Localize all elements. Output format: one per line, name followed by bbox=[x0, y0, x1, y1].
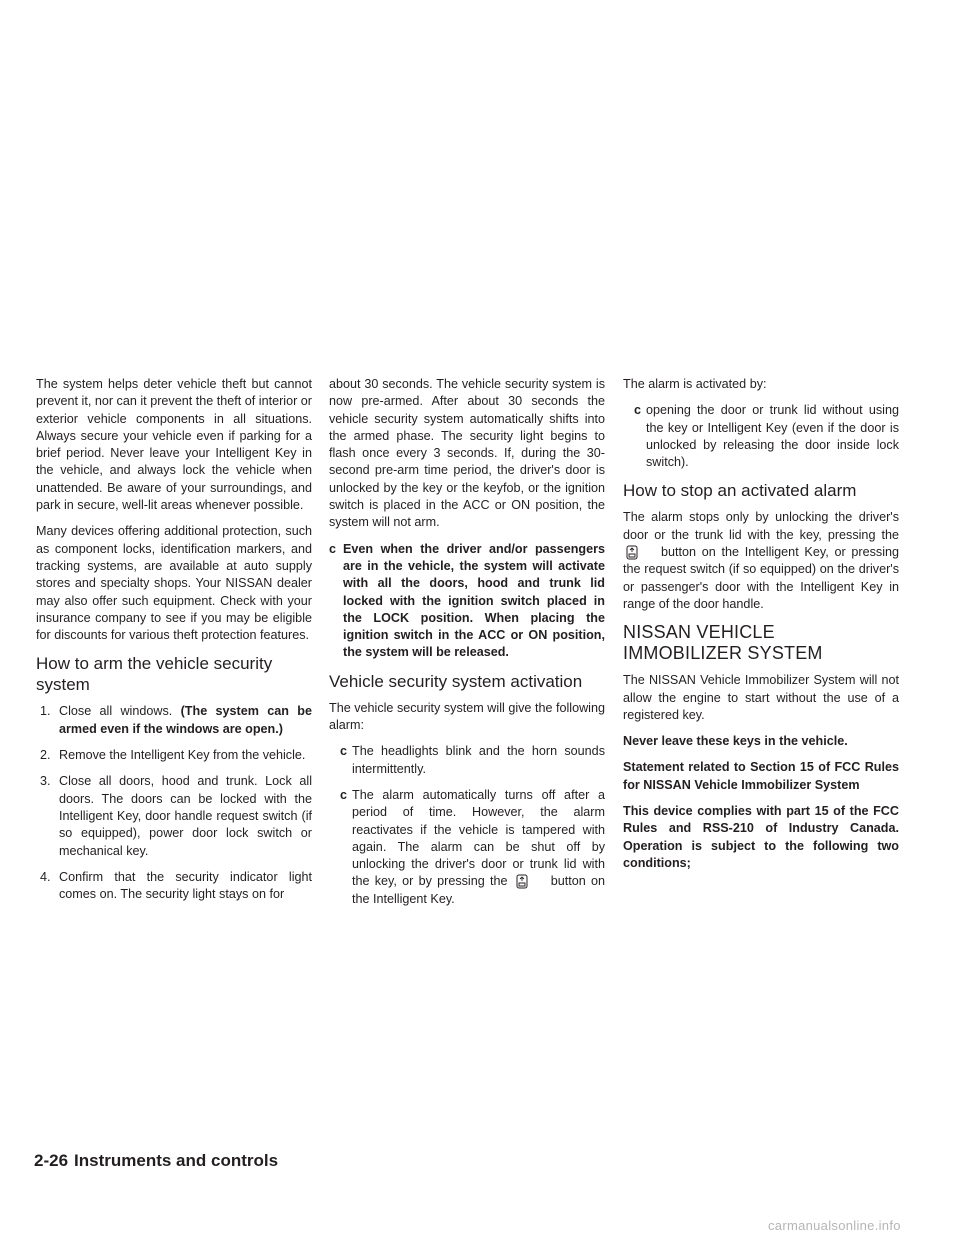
protection-paragraph: Many devices offering additional protection, such as component locks, identification markers, and tracking systems, are available at auto supply stores and specialty shops. Your NISSAN dealer may also offer such equipment. Check with your insurance company to see if you may be eligible for discounts for various theft protection features. bbox=[36, 524, 312, 643]
list-item bbox=[329, 743, 605, 778]
step-number: 4. bbox=[40, 869, 51, 884]
activated-by-text: The alarm is activated by: bbox=[623, 377, 767, 391]
watermark: carmanualsonline.info bbox=[768, 1218, 901, 1233]
step-number: 3. bbox=[40, 774, 51, 789]
step-item bbox=[36, 869, 312, 904]
stop-alarm-paragraph bbox=[623, 509, 899, 613]
warning-text: Even when the driver and/or passengers are in the vehicle, the system will activate with all the doors, hood and trunk lid locked with the ignition switch placed in the LOCK position. When placing the ignition switch in the ACC or ON position, the system will be released. bbox=[343, 541, 605, 660]
trunk-release-icon bbox=[515, 873, 529, 889]
column-middle bbox=[329, 376, 605, 917]
arm-continuation: about 30 seconds. The vehicle security system is now pre-armed. After about 30 seconds the vehicle security system automatically shifts into the armed phase. The security light begins to flash once every 3 seconds. If, during the 30-second pre-arm time period, the driver's door is unlocked by the key or the keyfob, or the ignition switch is placed in the ACC or ON position, the system will not arm. bbox=[329, 377, 605, 530]
fcc-compliance bbox=[623, 803, 899, 872]
step-number: 2. bbox=[40, 748, 51, 763]
bullet-text-end: button on the Intelligent Key. bbox=[352, 874, 605, 906]
step-item bbox=[36, 747, 312, 764]
bullet-text: The headlights blink and the horn sounds intermittently. bbox=[352, 744, 605, 776]
immobilizer-paragraph: The NISSAN Vehicle Immobilizer System will not allow the engine to start without the use of a registered key. bbox=[623, 673, 899, 722]
step-item bbox=[36, 773, 312, 859]
fcc-compliance-text: This device complies with part 15 of the FCC Rules and RSS-210 of Industry Canada. Operation is subject to the following two conditions; bbox=[623, 804, 899, 870]
column-right bbox=[623, 376, 899, 881]
fcc-statement-heading bbox=[623, 759, 899, 794]
warning-bullet bbox=[329, 541, 605, 662]
keys-warning bbox=[623, 733, 899, 750]
intro-paragraph: The system helps deter vehicle theft but cannot prevent it, nor can it prevent the theft of interior or exterior vehicle components in all situations. Always secure your vehicle even if parking for a brief period. Never leave your Intelligent Key in the vehicle, and always lock the vehicle when unattended. Be aware of your surroundings, and park in secure, well-lit areas whenever possible. bbox=[36, 377, 312, 513]
step-text: Remove the Intelligent Key from the vehicle. bbox=[59, 748, 306, 763]
heading-stop-alarm: How to stop an activated alarm bbox=[623, 481, 857, 501]
page-number: 2-26 bbox=[34, 1151, 69, 1170]
bullet-mark: c bbox=[634, 403, 642, 418]
page-footer bbox=[34, 1151, 278, 1171]
stop-text-start: The alarm stops only by unlocking the driver's door or the trunk lid with the key, pressing the bbox=[623, 510, 899, 542]
step-text: Close all doors, hood and trunk. Lock all doors. The doors can be locked with the Intelligent Key, door handle request switch (if so equipped), power door lock switch or mechanical key. bbox=[59, 774, 312, 858]
heading-arm-security: How to arm the vehicle security system bbox=[36, 654, 273, 695]
trunk-release-icon bbox=[625, 544, 639, 560]
bullet-mark: c bbox=[340, 787, 348, 802]
heading-activation: Vehicle security system activation bbox=[329, 671, 583, 691]
list-item bbox=[329, 787, 605, 908]
section-title: Instruments and controls bbox=[74, 1151, 279, 1170]
step-item bbox=[36, 703, 312, 738]
activation-intro: The vehicle security system will give the following alarm: bbox=[329, 700, 605, 733]
step-text: Confirm that the security indicator light comes on. The security light stays on for bbox=[59, 869, 312, 902]
list-item bbox=[623, 402, 899, 471]
step-bold-text: (The system can be armed even if the windows are open.) bbox=[59, 704, 313, 736]
fcc-statement-text: Statement related to Section 15 of FCC Rules for NISSAN Vehicle Immobilizer System bbox=[623, 760, 899, 792]
heading-immobilizer: NISSAN VEHICLE IMMOBILIZER SYSTEM bbox=[623, 622, 823, 664]
stop-text-end: button on the Intelligent Key, or pressing the request switch (if so equipped) on the driver's or passenger's door with the Intelligent Key in range of the door handle. bbox=[623, 545, 899, 611]
bullet-text: The alarm automatically turns off after a period of time. However, the alarm reactivates if the vehicle is tampered with again. The alarm can be shut off by unlocking the driver's door or trunk lid with the key, or by pressing the bbox=[352, 787, 605, 889]
bullet-mark: c bbox=[329, 541, 337, 556]
step-number: 1. bbox=[40, 704, 51, 719]
column-left bbox=[36, 376, 312, 912]
keys-warning-text: Never leave these keys in the vehicle. bbox=[623, 734, 848, 749]
bullet-mark: c bbox=[340, 744, 348, 759]
step-text: Close all windows. bbox=[59, 704, 181, 719]
bullet-text: opening the door or trunk lid without using the key or Intelligent Key (even if the door is unlocked by releasing the door inside lock switch). bbox=[646, 403, 899, 470]
